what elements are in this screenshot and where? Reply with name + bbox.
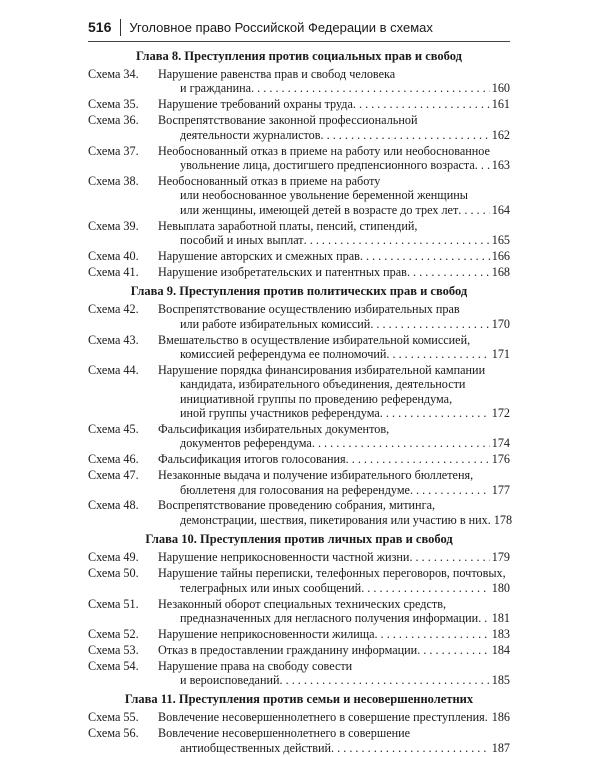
page-reference[interactable]: 174 bbox=[491, 436, 510, 451]
scheme-number: Схема 35. bbox=[88, 97, 139, 112]
scheme-number: Схема 51. bbox=[88, 596, 139, 611]
toc-entry[interactable] bbox=[88, 333, 510, 362]
page-reference[interactable]: 179 bbox=[491, 550, 510, 565]
scheme-title bbox=[158, 363, 510, 421]
toc-entry[interactable] bbox=[88, 452, 510, 466]
chapter-heading: Глава 9. Преступления против политических прав и свобод bbox=[130, 284, 468, 299]
page-reference[interactable]: 165 bbox=[491, 232, 510, 247]
toc-entry[interactable] bbox=[88, 597, 510, 626]
scheme-title-line: пособий и иных выплат bbox=[180, 232, 304, 247]
toc-entry[interactable] bbox=[88, 219, 510, 248]
page-reference[interactable]: 183 bbox=[491, 626, 510, 641]
scheme-title-line: Нарушение права на свободу совести bbox=[158, 658, 353, 673]
page-reference[interactable]: 161 bbox=[491, 97, 510, 112]
page-reference[interactable]: 186 bbox=[491, 710, 510, 725]
page-reference[interactable]: 162 bbox=[491, 127, 510, 142]
page-reference[interactable]: 185 bbox=[491, 673, 510, 688]
scheme-title-line: Нарушение равенства прав и свобод человека bbox=[158, 67, 396, 81]
scheme-number: Схема 56. bbox=[88, 726, 139, 741]
scheme-number: Схема 52. bbox=[88, 626, 139, 641]
scheme-title bbox=[158, 659, 510, 688]
scheme-title bbox=[158, 452, 510, 466]
scheme-title-line: иной группы участников референдума bbox=[180, 406, 380, 421]
scheme-title-line: предназначенных для негласного получения информации bbox=[180, 610, 479, 625]
scheme-number: Схема 50. bbox=[88, 566, 139, 581]
scheme-title-line: бюллетеня для голосования на референдуме bbox=[180, 482, 410, 497]
page-reference[interactable]: 184 bbox=[491, 642, 510, 657]
scheme-title bbox=[158, 643, 510, 657]
scheme-title-line: Необоснованный отказ в приеме на работу bbox=[158, 173, 381, 188]
toc-entry[interactable] bbox=[88, 627, 510, 641]
page-reference[interactable]: 164 bbox=[491, 202, 510, 217]
scheme-title-line: Нарушение изобретательских и патентных прав bbox=[158, 264, 407, 279]
scheme-title bbox=[158, 710, 510, 724]
page-reference[interactable]: 178 bbox=[493, 512, 513, 527]
scheme-title-line: документов референдума bbox=[180, 436, 312, 451]
scheme-title-line: Нарушение неприкосновенности частной жизни bbox=[158, 550, 410, 565]
scheme-number: Схема 47. bbox=[88, 468, 139, 483]
chapter-heading: Глава 11. Преступления против семьи и несовершеннолетних bbox=[124, 692, 474, 707]
page-reference[interactable]: 160 bbox=[491, 81, 510, 96]
page-reference[interactable]: 180 bbox=[491, 580, 510, 595]
toc-entry[interactable] bbox=[88, 498, 513, 527]
scheme-title bbox=[158, 597, 510, 626]
scheme-title-line: антиобщественных действий bbox=[180, 740, 332, 755]
scheme-number: Схема 53. bbox=[88, 642, 139, 657]
dot-leader bbox=[417, 643, 490, 657]
toc-entry[interactable] bbox=[88, 265, 510, 279]
scheme-title-line: Воспрепятствование проведению собрания, митинга, bbox=[158, 498, 436, 513]
scheme-title bbox=[158, 333, 510, 362]
header-separator bbox=[120, 19, 121, 36]
page-reference[interactable]: 166 bbox=[491, 248, 510, 263]
running-title: Уголовное право Российской Федерации в схемах bbox=[129, 19, 433, 35]
chapter-heading: Глава 8. Преступления против социальных прав и свобод bbox=[136, 49, 462, 63]
dot-leader bbox=[386, 347, 489, 361]
page-reference[interactable]: 171 bbox=[491, 346, 510, 361]
toc-entry[interactable] bbox=[88, 422, 510, 451]
scheme-title-line: Незаконные выдача и получение избирательного бюллетеня, bbox=[158, 468, 474, 483]
dot-leader bbox=[478, 611, 490, 625]
scheme-number: Схема 48. bbox=[88, 498, 139, 513]
toc-entry[interactable] bbox=[88, 67, 510, 96]
scheme-title-line: Отказ в предоставлении гражданину информации bbox=[158, 642, 418, 657]
scheme-title-line: Воспрепятствование осуществлению избирательных прав bbox=[158, 302, 460, 317]
toc-entry[interactable] bbox=[88, 174, 510, 217]
header-rule bbox=[88, 41, 510, 42]
dot-leader bbox=[409, 550, 489, 564]
dot-leader bbox=[360, 249, 490, 263]
scheme-number: Схема 39. bbox=[88, 218, 139, 233]
dot-leader bbox=[280, 673, 490, 687]
page-header bbox=[88, 14, 508, 40]
scheme-number: Схема 54. bbox=[88, 658, 139, 673]
scheme-number: Схема 44. bbox=[88, 362, 139, 377]
table-of-contents bbox=[88, 44, 513, 757]
scheme-title-line: деятельности журналистов bbox=[180, 127, 321, 142]
scheme-title-line: Вмешательство в осуществление избирательной комиссией, bbox=[158, 332, 471, 347]
page-reference[interactable]: 168 bbox=[491, 264, 510, 279]
toc-entry[interactable] bbox=[88, 249, 510, 263]
toc-entry[interactable] bbox=[88, 710, 510, 724]
dot-leader bbox=[361, 581, 490, 595]
toc-entry[interactable] bbox=[88, 363, 510, 421]
toc-entry[interactable] bbox=[88, 550, 510, 564]
page-number: 516 bbox=[88, 19, 112, 35]
scheme-title-line: демонстрации, шествия, пикетирования или участию в них bbox=[180, 512, 488, 527]
scheme-title-line: Нарушение требований охраны труда bbox=[158, 97, 353, 112]
scheme-number: Схема 41. bbox=[88, 264, 139, 279]
dot-leader bbox=[321, 128, 490, 142]
scheme-title-line: Воспрепятствование законной профессиональной bbox=[158, 113, 418, 128]
scheme-number: Схема 46. bbox=[88, 452, 139, 467]
page-reference[interactable]: 172 bbox=[491, 406, 510, 421]
scheme-title-line: или необоснованное увольнение беременной женщины bbox=[180, 188, 468, 203]
scheme-title bbox=[158, 174, 510, 217]
scheme-title-line: Нарушение порядка финансирования избирательной кампании bbox=[158, 362, 486, 377]
scheme-title-line: и вероисповеданий bbox=[180, 673, 280, 688]
dot-leader bbox=[407, 265, 490, 279]
scheme-title-line: комиссией референдума ее полномочий bbox=[180, 346, 387, 361]
scheme-title-line: или женщины, имеющей детей в возрасте до трех лет bbox=[180, 202, 459, 217]
dot-leader bbox=[380, 406, 490, 420]
scheme-number: Схема 42. bbox=[88, 302, 139, 317]
dot-leader bbox=[475, 158, 490, 172]
scheme-number: Схема 40. bbox=[88, 248, 139, 263]
page-reference[interactable]: 163 bbox=[491, 157, 510, 172]
scheme-title-line: Нарушение авторских и смежных прав bbox=[158, 248, 360, 263]
dot-leader bbox=[304, 233, 490, 247]
toc-entry[interactable] bbox=[88, 468, 510, 497]
scheme-title-line: кандидата, избирательного объединения, деятельности bbox=[180, 377, 466, 392]
scheme-title-line: Незаконный оборот специальных технических средств, bbox=[158, 596, 447, 611]
scheme-number: Схема 45. bbox=[88, 421, 139, 436]
scheme-number: Схема 36. bbox=[88, 113, 139, 128]
page-reference[interactable]: 170 bbox=[491, 316, 510, 331]
scheme-title bbox=[158, 67, 510, 96]
toc-entry[interactable] bbox=[88, 726, 510, 755]
scheme-title bbox=[158, 219, 510, 248]
scheme-number: Схема 49. bbox=[88, 550, 139, 565]
scheme-title-line: или работе избирательных комиссий bbox=[180, 316, 371, 331]
toc-entry[interactable] bbox=[88, 659, 510, 688]
scheme-number: Схема 37. bbox=[88, 143, 139, 158]
scheme-title bbox=[158, 265, 510, 279]
scheme-title bbox=[158, 144, 510, 173]
dot-leader bbox=[331, 741, 490, 755]
scheme-title-line: Фальсификация итогов голосования bbox=[158, 452, 346, 467]
scheme-number: Схема 34. bbox=[88, 67, 139, 81]
dot-leader bbox=[312, 436, 490, 450]
scheme-title-line: Фальсификация избирательных документов, bbox=[158, 421, 390, 436]
toc-entry[interactable] bbox=[88, 643, 510, 657]
dot-leader bbox=[346, 452, 490, 466]
page-reference[interactable]: 177 bbox=[491, 482, 510, 497]
scheme-title-line: телеграфных или иных сообщений bbox=[180, 580, 362, 595]
dot-leader bbox=[251, 81, 490, 95]
toc-entry[interactable] bbox=[88, 302, 510, 331]
scheme-title-line: Вовлечение несовершеннолетнего в совершение bbox=[158, 726, 411, 741]
scheme-title bbox=[158, 422, 510, 451]
scheme-title bbox=[158, 498, 513, 527]
page-reference[interactable]: 187 bbox=[491, 740, 510, 755]
toc-entry[interactable] bbox=[88, 97, 510, 111]
scheme-title bbox=[158, 468, 510, 497]
dot-leader bbox=[375, 627, 490, 641]
dot-leader bbox=[458, 203, 489, 217]
scheme-number: Схема 38. bbox=[88, 173, 139, 188]
dot-leader bbox=[353, 97, 490, 111]
scheme-title-line: Вовлечение несовершеннолетнего в совершение преступления bbox=[158, 710, 485, 725]
scheme-title bbox=[158, 627, 510, 641]
page-reference[interactable]: 176 bbox=[491, 452, 510, 467]
toc-entry[interactable] bbox=[88, 144, 510, 173]
scheme-title bbox=[158, 302, 510, 331]
scheme-title bbox=[158, 550, 510, 564]
scheme-title-line: и гражданина bbox=[180, 81, 252, 96]
scheme-title-line: инициативной группы по проведению референдума, bbox=[180, 391, 453, 406]
scheme-title-line: увольнение лица, достигшего предпенсионного возраста bbox=[180, 157, 475, 172]
scheme-title-line: Нарушение неприкосновенности жилища bbox=[158, 626, 375, 641]
toc-entry[interactable] bbox=[88, 566, 510, 595]
scheme-title bbox=[158, 249, 510, 263]
page-reference[interactable]: 181 bbox=[491, 610, 510, 625]
scheme-title-line: Невыплата заработной платы, пенсий, стипендий, bbox=[158, 218, 418, 233]
chapter-heading: Глава 10. Преступления против личных прав и свобод bbox=[145, 532, 453, 547]
scheme-number: Схема 55. bbox=[88, 710, 139, 725]
toc-entry[interactable] bbox=[88, 113, 510, 142]
scheme-title-line: Нарушение тайны переписки, телефонных переговоров, почтовых, bbox=[158, 566, 506, 581]
scheme-title bbox=[158, 113, 510, 142]
scheme-title bbox=[158, 566, 510, 595]
scheme-title bbox=[158, 97, 510, 111]
scheme-title-line: Необоснованный отказ в приеме на работу или необоснованное bbox=[158, 143, 490, 158]
scheme-number: Схема 43. bbox=[88, 332, 139, 347]
dot-leader bbox=[410, 483, 490, 497]
scheme-title bbox=[158, 726, 510, 755]
dot-leader bbox=[370, 317, 489, 331]
